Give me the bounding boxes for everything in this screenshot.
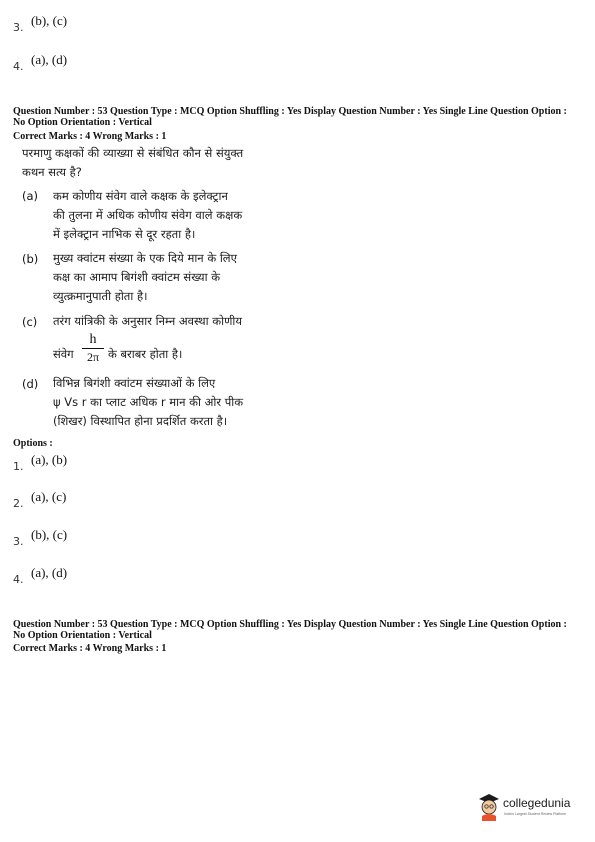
- next-question-meta-line2: No Option Orientation : Vertical: [13, 630, 152, 641]
- fraction-denominator: 2π: [82, 348, 104, 365]
- next-question-meta-line1: Question Number : 53 Question Type : MCQ Option Shuffling : Yes Display Question Number : Yes Single Line Question Option :: [13, 619, 567, 630]
- statement-line: कक्ष का आमाप बिगंशी क्वांटम संख्या के: [53, 270, 221, 284]
- question-stem-line2: कथन सत्य है?: [22, 165, 82, 179]
- option-number: 2.: [13, 497, 24, 510]
- question-meta-line1: Question Number : 53 Question Type : MCQ Option Shuffling : Yes Display Question Number : Yes Single Line Question Option :: [13, 106, 567, 117]
- option-text: (b), (c): [31, 527, 68, 542]
- statement-c-label: (c): [22, 315, 38, 329]
- option-text: (a), (d): [31, 565, 68, 580]
- options-label: Options :: [13, 438, 53, 449]
- option-text: (b), (c): [31, 13, 68, 28]
- mascot-icon: [476, 791, 502, 821]
- statement-d: [53, 374, 243, 431]
- statement-c-line1: तरंग यांत्रिकी के अनुसार निम्न अवस्था कोणीय: [53, 314, 243, 328]
- question-stem: [22, 144, 243, 182]
- statement-line: कम कोणीय संवेग वाले कक्षक के इलेक्ट्रान: [53, 189, 228, 203]
- statement-a-label: (a): [22, 189, 39, 203]
- statement-line: मुख्य क्वांटम संख्या के एक दिये मान के लिए: [53, 251, 237, 265]
- option-number: 1.: [13, 460, 24, 473]
- option-number: 4.: [13, 60, 24, 73]
- statement-line: विभिन्न बिगंशी क्वांटम संख्याओं के लिए: [53, 376, 216, 390]
- statement-line: में इलेक्ट्रान नाभिक से दूर रहता है।: [53, 227, 196, 241]
- question-stem-line1: परमाणु कक्षकों की व्याख्या से संबंधित कौन से संयुक्त: [22, 146, 244, 160]
- question-meta-line2: No Option Orientation : Vertical: [13, 117, 152, 128]
- question-meta: [13, 106, 588, 128]
- option-text: (a), (c): [31, 489, 67, 504]
- h-over-2pi-fraction: [82, 332, 104, 365]
- option-number: 4.: [13, 573, 24, 586]
- statement-b: [53, 249, 237, 306]
- statement-line: व्युत्क्रमानुपाती होता है।: [53, 289, 148, 303]
- logo-wordmark: collegedunia: [503, 796, 571, 810]
- fraction-numerator: h: [89, 332, 97, 347]
- logo-tagline: India's Largest Student Review Platform: [504, 812, 567, 816]
- statement-a: [53, 187, 242, 244]
- statement-line: ψ Vs r का प्लाट अधिक r मान की ओर पीक: [53, 395, 244, 409]
- statement-c-prefix: संवेग: [53, 347, 74, 361]
- next-marks-line: Correct Marks : 4 Wrong Marks : 1: [13, 643, 167, 654]
- statement-b-label: (b): [22, 252, 39, 266]
- statement-line: (शिखर) विस्थापित होना प्रदर्शित करता है।: [53, 414, 228, 428]
- marks-line: Correct Marks : 4 Wrong Marks : 1: [13, 131, 167, 142]
- next-question-meta: [13, 619, 588, 641]
- statement-d-label: (d): [22, 377, 39, 391]
- option-text: (a), (d): [31, 52, 68, 67]
- statement-line: की तुलना में अधिक कोणीय संवेग वाले कक्षक: [53, 208, 243, 222]
- option-text: (a), (b): [31, 452, 68, 467]
- option-number: 3.: [13, 535, 24, 548]
- statement-c-suffix: के बराबर होता है।: [108, 347, 183, 361]
- option-number: 3.: [13, 21, 24, 34]
- collegedunia-logo: [476, 791, 588, 825]
